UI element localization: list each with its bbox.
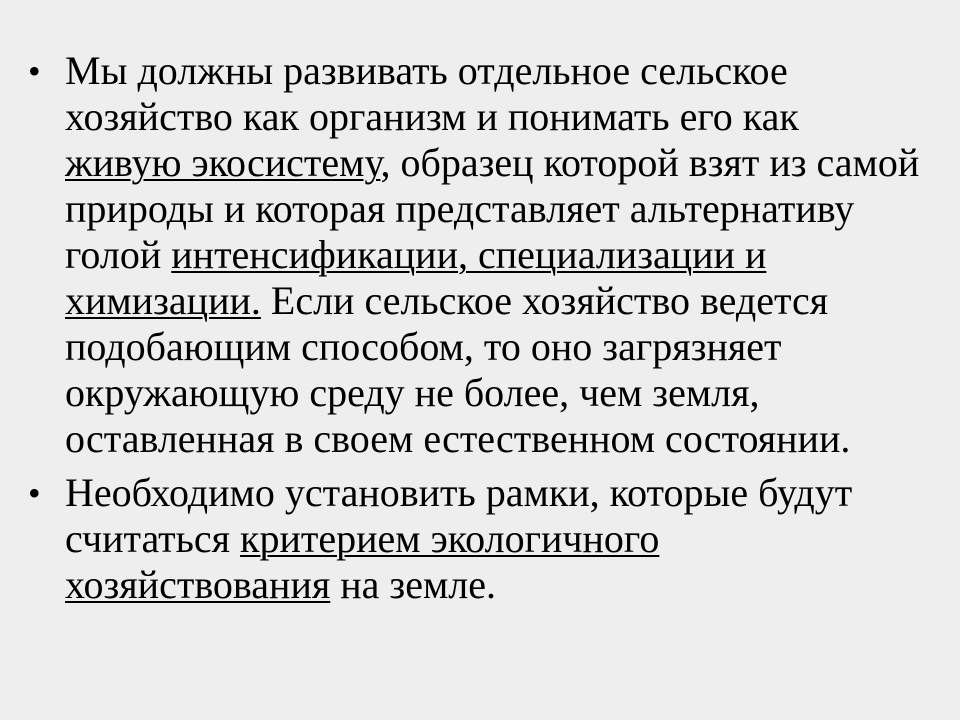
underlined-term-intensification: интенсификации, специализации и химизации.: [65, 232, 767, 323]
bullet-marker: •: [28, 473, 41, 513]
bullet-list: [0, 48, 960, 616]
bullet-text-segment: на земле.: [330, 562, 497, 607]
bullet-text-segment: Если сельское хозяйство ведется подобающим способом, то оно загрязняет окружающую среду не более, чем земля, оставленная в своем естественном состоянии.: [65, 278, 851, 461]
bullet-item: [0, 470, 960, 608]
bullet-text-segment: Необходимо установить рамки, которые будут считаться: [65, 470, 853, 561]
bullet-text-segment: , образец которой взят из самой природы и которая представляет альтернативу голой: [65, 140, 920, 277]
underlined-term-ecological-criterion: критерием экологичного хозяйствования: [65, 516, 660, 607]
bullet-marker: •: [28, 51, 41, 91]
underlined-term-living-ecosystem: живую экосистему: [65, 140, 381, 185]
bullet-item: [0, 48, 960, 462]
bullet-text-segment: Мы должны развивать отдельное сельское хозяйство как организм и понимать его как: [65, 48, 799, 139]
